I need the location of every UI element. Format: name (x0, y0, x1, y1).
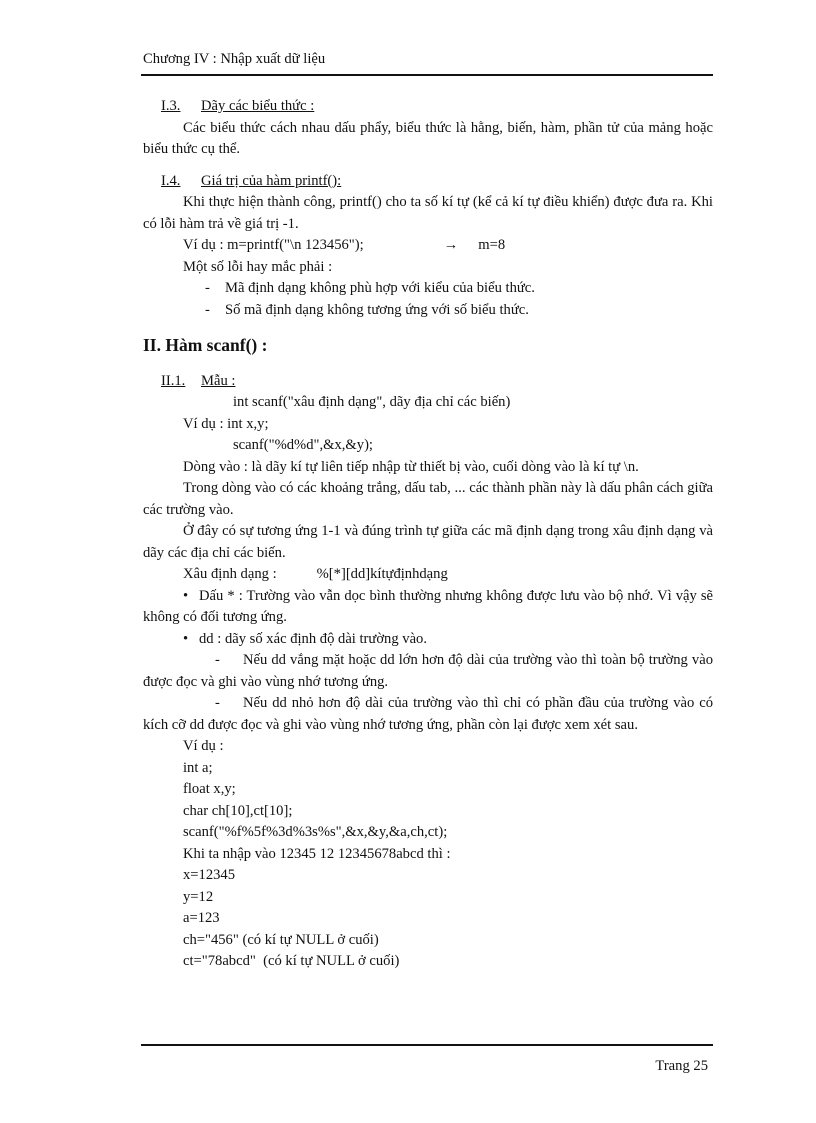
code-line: a=123 (183, 910, 220, 926)
subsection-number: I.4. (161, 172, 181, 189)
bullet-icon: • (183, 630, 189, 647)
syntax-line: int scanf("xâu định dạng", dãy địa chỉ các biến) (233, 394, 511, 410)
format-line (143, 564, 713, 586)
code-line: scanf("%f%5f%3d%3s%s",&x,&y,&a,ch,ct); (183, 824, 448, 840)
example-result: m=8 (478, 237, 506, 253)
format-label: Xâu định dạng : (183, 566, 277, 582)
paragraph: Các biểu thức cách nhau dấu phẩy, biểu thức là hằng, biến, hàm, phần tử của mảng hoặc biểu thức cụ thể. (143, 119, 713, 157)
subsection-title: Mẫu : (201, 372, 236, 389)
subsection-title: Dãy các biểu thức : (201, 98, 315, 114)
subsection-number: I.3. (161, 98, 181, 114)
bullet-item: • dd : dãy số xác định độ dài trường vào. (143, 629, 713, 651)
arrow-icon: → (443, 237, 459, 253)
dash-marker: - (205, 301, 210, 318)
code-line: x=12345 (183, 867, 236, 883)
format-value: %[*][dd]kítựđịnhdạng (316, 566, 448, 582)
subsection-number: II.1. (161, 372, 186, 389)
example-code: Ví dụ : m=printf("\n 123456"); (183, 237, 364, 253)
subsection-title: Giá trị của hàm printf(): (201, 172, 342, 189)
subsection-heading-i4 (143, 171, 713, 193)
subsection-heading-ii1 (143, 371, 713, 393)
paragraph: Dòng vào : là dãy kí tự liên tiếp nhập từ thiết bị vào, cuối dòng vào là kí tự \n. (183, 458, 639, 475)
code-line: ct="78abcd" (có kí tự NULL ở cuối) (183, 953, 400, 969)
example-line (143, 235, 713, 257)
list-item: - Mã định dạng không phù hợp với kiểu của biểu thức. (143, 278, 713, 300)
footer-rule (141, 1044, 713, 1046)
code-line: int a; (183, 759, 213, 776)
dash-marker: - (215, 652, 220, 668)
page-content (143, 96, 713, 973)
code-line: y=12 (183, 888, 214, 905)
subsection-heading-i3 (143, 96, 713, 118)
dash-paragraph: - Nếu dd vắng mặt hoặc dd lớn hơn độ dài của trường vào thì toàn bộ trường vào được đọc và ghi vào vùng nhớ tương ứng. (143, 652, 713, 690)
bullet-item: • Dấu * : Trường vào vẫn dọc bình thường nhưng không được lưu vào bộ nhớ. Vì vậy sẽ không có đối tương ứng. (143, 587, 713, 625)
errors-intro: Một số lỗi hay mắc phải : (183, 258, 333, 275)
section-heading-ii: II. Hàm scanf() : (143, 335, 268, 355)
dash-paragraph: - Nếu dd nhỏ hơn độ dài của trường vào thì chỉ có phần đầu của trường vào có kích cỡ dd được đọc và ghi vào vùng nhớ tương ứng, phần còn lại được xem xét sau. (143, 695, 713, 733)
paragraph: Ở đây có sự tương ứng 1-1 và đúng trình tự giữa các mã định dạng trong xâu định dạng và dãy các địa chỉ các biến. (143, 523, 713, 561)
paragraph: Khi thực hiện thành công, printf() cho ta số kí tự (kể cả kí tự điều khiển) được đưa ra. Khi có lỗi hàm trả về giá trị -1. (143, 194, 713, 232)
paragraph: Trong dòng vào có các khoảng trắng, dấu tab, ... các thành phần này là dấu phân cách giữa các trường vào. (143, 480, 713, 518)
code-line: ch="456" (có kí tự NULL ở cuối) (183, 931, 379, 948)
running-header: Chương IV : Nhập xuất dữ liệu (143, 51, 326, 67)
header-rule (141, 74, 713, 76)
code-line: float x,y; (183, 781, 236, 797)
example-label: Ví dụ : (183, 738, 224, 754)
example-line: Ví dụ : int x,y; (183, 415, 269, 432)
list-item: - Số mã định dạng không tương ứng với số biểu thức. (143, 300, 713, 322)
page-number: Trang 25 (655, 1058, 708, 1074)
code-line: Khi ta nhập vào 12345 12 12345678abcd thì : (183, 845, 451, 862)
dash-marker: - (215, 695, 220, 711)
example-line: scanf("%d%d",&x,&y); (233, 437, 373, 453)
bullet-icon: • (183, 587, 189, 604)
dash-marker: - (205, 280, 210, 296)
code-line: char ch[10],ct[10]; (183, 802, 293, 819)
